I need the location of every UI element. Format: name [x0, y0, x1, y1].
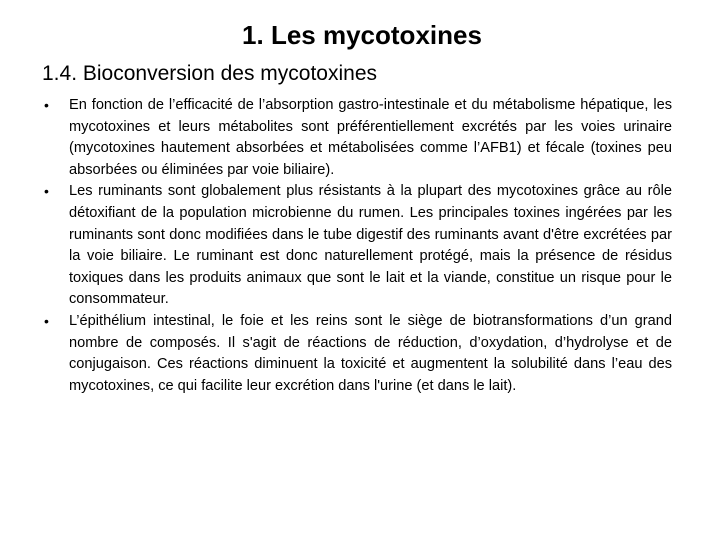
bullet-text: L’épithélium intestinal, le foie et les reins sont le siège de biotransformations d’un grand nombre de composés. Il s'agit de réactions de réduction, d’oxydation, d’hydrolyse et de conjugaison. Ces réactions diminuent la toxicité et augmentent la solubilité dans l’eau des mycotoxines, ce qui facilite leur excrétion dans l'urine (et dans le lait).: [69, 312, 672, 394]
list-item: [44, 181, 672, 311]
list-item: [44, 95, 672, 181]
bullet-icon: •: [44, 97, 49, 113]
bullet-list: [44, 95, 672, 397]
section-subtitle: 1.4. Bioconversion des mycotoxines: [42, 62, 378, 85]
list-item: [44, 311, 672, 397]
slide-title: 1. Les mycotoxines: [242, 20, 482, 50]
bullet-text: Les ruminants sont globalement plus résistants à la plupart des mycotoxines grâce au rôle détoxifiant de la population microbienne du rumen. Les principales toxines ingérées par les ruminants sont donc modifiées dans le tube digestif des ruminants avant d'être excrétées par la voie biliaire. Le ruminant est donc naturellement protégé, mais la présence de résidus toxiques dans les produits animaux que sont le lait et la viande, constitue un risque pour le consommateur.: [69, 183, 672, 308]
bullet-icon: •: [44, 183, 49, 200]
bullet-icon: •: [44, 312, 49, 329]
bullet-text: En fonction de l’efficacité de l’absorption gastro-intestinale et du métabolisme hépatique, les mycotoxines et leurs métabolites sont préférentiellement excrétés par les voies urinaire (mycotoxines hautement absorbées et métabolisées comme l’AFB1) et fécale (toxines peu absorbées ou éliminées par voie biliaire).: [69, 97, 672, 178]
